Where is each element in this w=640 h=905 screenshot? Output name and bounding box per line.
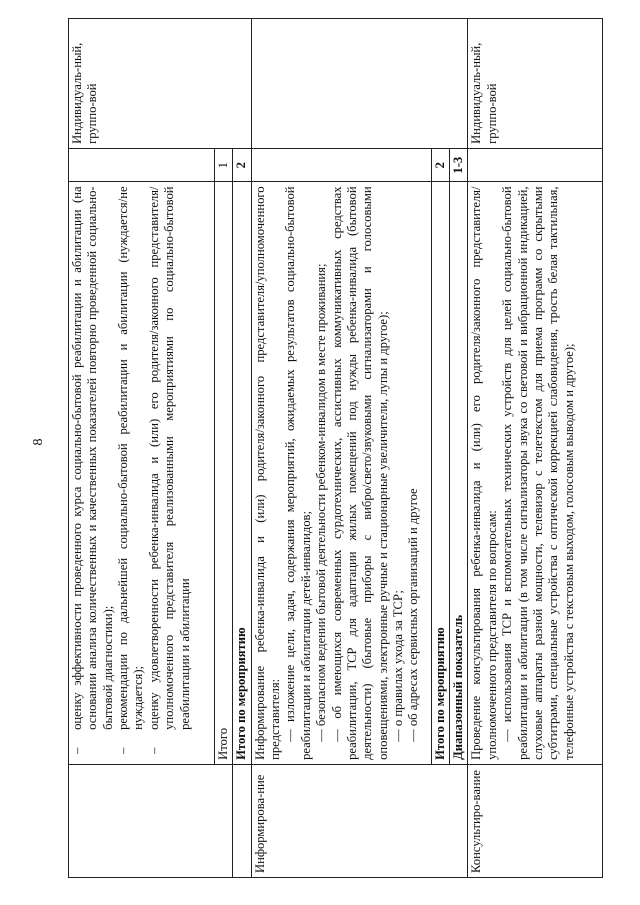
list-item: — об адресах сервисных организаций и другое (406, 488, 421, 742)
list-item: — безопасном ведении бытовой деятельности ребенком-инвалидом в месте проживания; (314, 263, 329, 742)
list-item-text: безопасном ведении бытовой деятельности ребенком-инвалидом в месте проживания; (314, 263, 329, 727)
empty-cell (233, 764, 251, 877)
itogo-value: 1 (215, 148, 233, 182)
list-item: — использования ТСР и вспомогательных технических устройств для целей социально-бытовой реабилитации и абилитации (в том числе сигнализаторы звука со световой и вибрационной индикацией, слуховые аппараты разной мощности, телевизор с телетекстом для приема программ со скрытыми субтитрами, специальные устройства с оптической коррекцией слабовидения, трость белая тактильная, телефонные устройства с текстовым выходом, голосовым выводом и другое); (500, 186, 576, 760)
total-label: Итого по мероприятию (431, 182, 449, 764)
service-name-consult: Консультиро-вание (468, 764, 603, 877)
range-label: Диапазонный показатель (450, 182, 468, 764)
rotated-page-content (68, 18, 603, 878)
total-label: Итого по мероприятию (233, 182, 251, 764)
services-table (68, 18, 603, 878)
form-cell: Индивидуаль-ный, группо-вой (69, 19, 252, 149)
service-name-cell (69, 764, 233, 877)
count-cell (251, 148, 431, 182)
list-item-text: о правилах ухода за ТСР; (390, 590, 405, 727)
consult-lead: Проведение консультирования ребенка-инвалида и (или) его родителя/законного представителя/уполномоченного представителя по вопросам: (469, 186, 499, 760)
inform-lead: Информирование ребенка-инвалида и (или) родителя/законного представителя/уполномоченного представителя: (252, 186, 283, 760)
content-cell (468, 182, 603, 764)
table-row (251, 19, 431, 878)
table-row (468, 19, 603, 878)
list-item: – рекомендации по дальнейшей социально-бытовой реабилитации и абилитации (нуждается/не нуждается); (116, 186, 147, 759)
count-cell (69, 148, 215, 182)
itogo-label: Итого (215, 182, 233, 764)
total-value: 2 (233, 148, 251, 182)
list-item: — о правилах ухода за ТСР; (390, 590, 405, 742)
range-value: 1-3 (450, 148, 468, 182)
content-cell (69, 182, 215, 764)
table-row (69, 19, 215, 878)
list-item: – оценку удовлетворенности ребенка-инвалида и (или) его родителя/законного представителя/уполномоченного представителя реализованными мероприятиями по социально-бытовой реабилитации и абилитации (147, 186, 193, 759)
list-item: — изложение цели, задач, содержания мероприятий, ожидаемых результатов социально-бытовой реабилитации и абилитации детей-инвалидов; (283, 186, 313, 760)
count-cell (468, 148, 603, 182)
form-cell: Индивидуаль-ный, группо-вой (468, 19, 603, 149)
content-cell (251, 182, 431, 764)
list-item-text: изложение цели, задач, содержания мероприятий, ожидаемых результатов социально-бытовой реабилитации и абилитации детей-инвалидов; (283, 186, 313, 760)
list-item: – оценку эффективности проведенного курса социально-бытовой реабилитации и абилитации (на основании анализа количественных и качественных показателей повторно проведенной социально-бытовой диагностики); (70, 186, 116, 759)
list-item-text: об имеющихся современных сурдотехнических, ассистивных коммуникативных средствах реабилитации, ТСР для адаптации жилых помещений под нужды ребенка-инвалида (бытовой деятельности) (бытовые приборы с вибро/свето/звуковыми сигнализаторами и голосовыми оповещениями, электронные ручные и стационарные увеличители, лупы и другое); (329, 186, 390, 760)
continuation-list (70, 186, 193, 759)
total-value: 2 (431, 148, 449, 182)
list-item-text: об адресах сервисных организаций и другое (406, 488, 421, 727)
service-name-inform: Информирова-ние (251, 764, 468, 877)
list-item: — об имеющихся современных сурдотехнических, ассистивных коммуникативных средствах реабилитации, ТСР для адаптации жилых помещений под нужды ребенка-инвалида (бытовой деятельности) (бытовые приборы с вибро/свето/звуковыми сигнализаторами и голосовыми оповещениями, электронные ручные и стационарные увеличители, лупы и другое); (329, 186, 390, 760)
form-cell (251, 19, 468, 149)
page-number: 8 (31, 438, 46, 446)
